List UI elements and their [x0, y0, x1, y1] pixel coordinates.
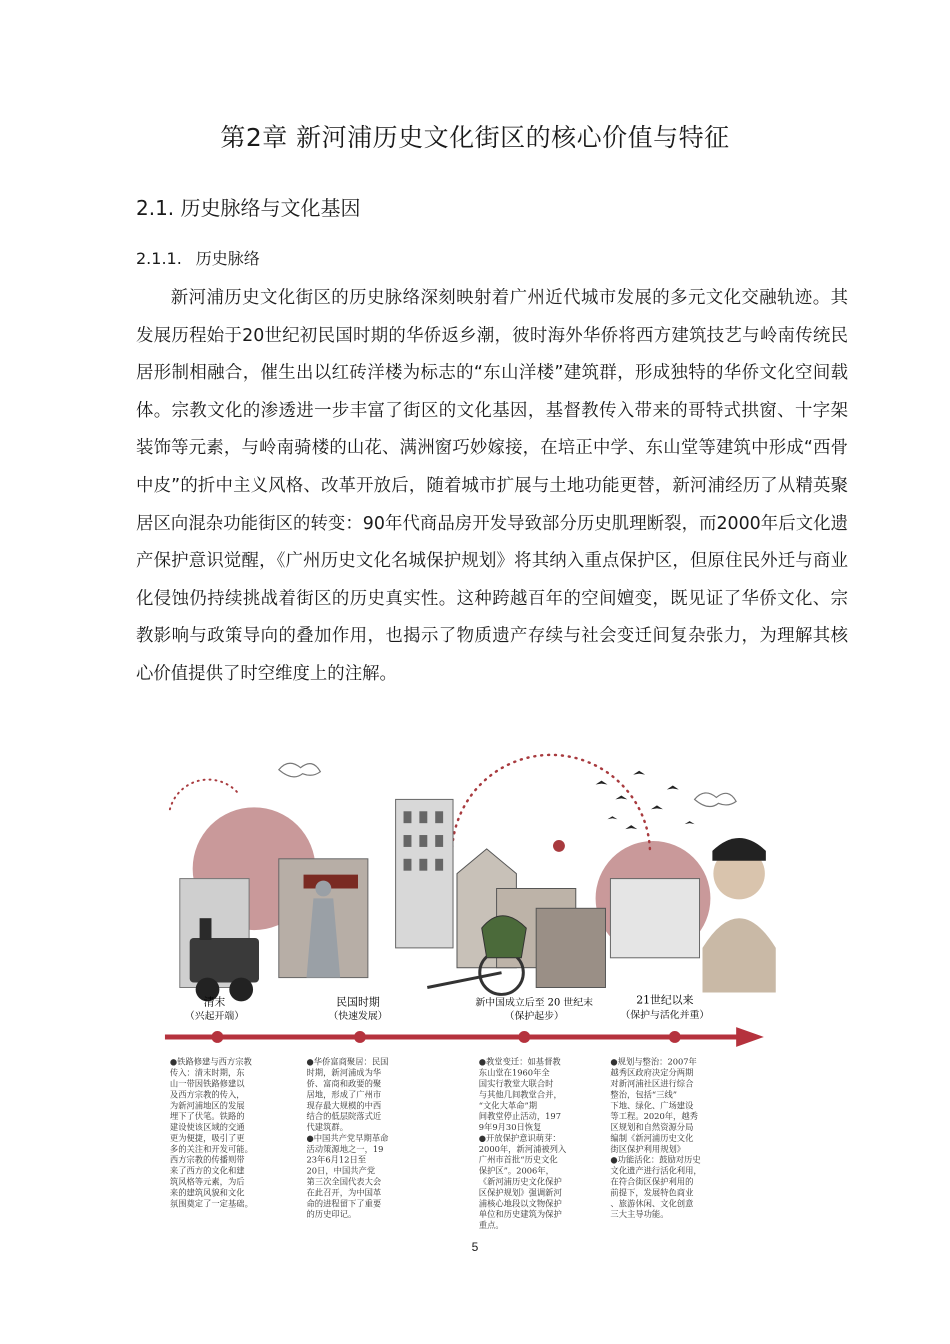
- svg-text:间教堂停止活动，197: 间教堂停止活动，197: [478, 1111, 561, 1122]
- history-timeline-figure: [160, 740, 790, 1231]
- svg-text:与其他几间教堂合并，: 与其他几间教堂合并，: [478, 1089, 562, 1100]
- svg-text:西方宗教的传播则带: 西方宗教的传播则带: [169, 1154, 245, 1165]
- svg-text:2000年，新河浦被列入: 2000年，新河浦被列入: [478, 1143, 567, 1154]
- svg-text:、旅游休闲、文化创意: 、旅游休闲、文化创意: [610, 1198, 694, 1209]
- svg-text:结合的低层院落式近: 结合的低层院落式近: [306, 1111, 382, 1122]
- chapter-title: 第2章 新河浦历史文化街区的核心价值与特征: [220, 123, 730, 152]
- svg-text:浦核心地段以文物保护: 浦核心地段以文物保护: [478, 1198, 562, 1209]
- era-qing-subtitle: （兴起开端）: [184, 1011, 245, 1023]
- svg-text:活动策源地之一，19: 活动策源地之一，19: [306, 1143, 384, 1154]
- era-prc-subtitle: （保护起步）: [504, 1011, 564, 1023]
- svg-text:文化遗产进行活化利用，: 文化遗产进行活化利用，: [610, 1165, 702, 1176]
- svg-text:在此召开，为中国革: 在此召开，为中国革: [306, 1187, 382, 1198]
- body-paragraph: 新河浦历史文化街区的历史脉络深刻映射着广州近代城市发展的多元文化交融轨迹。其发展历程始于20世纪初民国时期的华侨返乡潮，彼时海外华侨将西方建筑技艺与岭南传统民居形制相融合，催生出以红砖洋楼为标志的“东山洋楼”建筑群，形成独特的华侨文化空间载体。宗教文化的渗透进一步丰富了街区的文化基因，基督教传入带来的哥特式拱窗、十字架装饰等元素，与岭南骑楼的山花、满洲窗巧妙嫁接，在培正中学、东山堂等建筑中形成“西骨中皮”的折中主义风格、改革开放后，随着城市扩展与土地功能更替，新河浦经历了从精英聚居区向混杂功能街区的转变：90年代商品房开发导致部分历史肌理断裂，而2000年后文化遗产保护意识觉醒，《广州历史文化名城保护规划》将其纳入重点保护区，但原住民外迁与商业化侵蚀仍持续挑战着街区的历史真实性。这种跨越百年的空间嬗变，既见证了华侨文化、宗教影响与政策导向的叠加作用，也揭示了物质遗产存续与社会变迁间复杂张力，为理解其核心价值提供了时空维度上的注解。: [136, 288, 848, 684]
- svg-text:●华侨富商聚居：民国: ●华侨富商聚居：民国: [306, 1056, 389, 1067]
- svg-text:单位和历史建筑为保护: 单位和历史建筑为保护: [478, 1209, 562, 1220]
- notes-prc: [479, 1057, 567, 1230]
- svg-text:越秀区政府决定分两期: 越秀区政府决定分两期: [610, 1067, 694, 1078]
- svg-text:更为便捷，吸引了更: 更为便捷，吸引了更: [169, 1132, 245, 1143]
- svg-text:街区保护利用规划》: 街区保护利用规划》: [610, 1143, 686, 1154]
- svg-text:居地，形成了广州市: 居地，形成了广州市: [306, 1089, 382, 1100]
- svg-text:在符合街区保护利用的: 在符合街区保护利用的: [610, 1176, 694, 1187]
- notes-republic: [307, 1057, 390, 1219]
- villa-building: [536, 908, 605, 987]
- section-title: 2.1. 历史脉络与文化基因: [136, 196, 361, 220]
- museum-building: [610, 879, 699, 958]
- svg-text:广州市首批“历史文化: 广州市首批“历史文化: [478, 1154, 558, 1165]
- dotted-arc-small: [170, 780, 239, 810]
- svg-text:20日，中国共产党: 20日，中国共产党: [306, 1165, 376, 1176]
- svg-text:来的建筑风貌和文化: 来的建筑风貌和文化: [169, 1187, 245, 1198]
- svg-text:现存最大规模的中西: 现存最大规模的中西: [306, 1100, 382, 1111]
- svg-text:●功能活化：鼓励对历史: ●功能活化：鼓励对历史: [610, 1154, 701, 1165]
- timeline-arrow-head: [736, 1027, 764, 1047]
- svg-text:国实行教堂大联合时: 国实行教堂大联合时: [478, 1078, 554, 1089]
- svg-text:保护区”。2006年，: 保护区”。2006年，: [478, 1165, 554, 1176]
- svg-text:重点。: 重点。: [478, 1220, 504, 1231]
- svg-text:代建筑群。: 代建筑群。: [306, 1122, 349, 1133]
- svg-text:侨、富商和政要的聚: 侨、富商和政要的聚: [306, 1078, 382, 1089]
- svg-text:前提下，发展特色商业: 前提下，发展特色商业: [610, 1187, 694, 1198]
- svg-text:东山堂在1960年全: 东山堂在1960年全: [478, 1067, 550, 1078]
- era-prc-title: 新中国成立后至 20 世纪末: [475, 997, 594, 1009]
- svg-text:整治，包括“三线”: 整治，包括“三线”: [610, 1089, 677, 1100]
- svg-text:●中国共产党早期革命: ●中国共产党早期革命: [306, 1132, 389, 1143]
- svg-text:筑风格等元素，为后: 筑风格等元素，为后: [169, 1176, 245, 1187]
- notes-qing: [170, 1057, 253, 1209]
- svg-text:“文化大革命”期: “文化大革命”期: [478, 1100, 538, 1111]
- svg-text:对新河浦社区进行综合: 对新河浦社区进行综合: [610, 1078, 694, 1089]
- svg-text:9年9月30日恢复: 9年9月30日恢复: [478, 1122, 542, 1133]
- portrait-icon: [702, 838, 775, 992]
- svg-text:建设使该区域的交通: 建设使该区域的交通: [169, 1122, 245, 1133]
- subsection-label: 历史脉络: [195, 249, 260, 268]
- era-republic-title: 民国时期: [336, 995, 380, 1009]
- timeline-collage-svg: [160, 740, 784, 1234]
- svg-text:来了西方的文化和建: 来了西方的文化和建: [169, 1165, 245, 1176]
- svg-text:●开放保护意识萌芽：: ●开放保护意识萌芽：: [478, 1132, 561, 1143]
- svg-text:及西方宗教的传入，: 及西方宗教的传入，: [169, 1089, 245, 1100]
- era-republic-subtitle: （快速发展）: [328, 1011, 388, 1023]
- svg-text:的历史印记。: 的历史印记。: [306, 1209, 357, 1220]
- dotted-arc: [452, 755, 650, 854]
- page-number: 5: [471, 1240, 479, 1254]
- era-21c-subtitle: （保护与活化并重）: [620, 1010, 710, 1022]
- svg-text:命的进程留下了重要: 命的进程留下了重要: [306, 1198, 382, 1209]
- svg-text:山一带因铁路修建以: 山一带因铁路修建以: [169, 1078, 245, 1089]
- svg-text:●铁路修建与西方宗教: ●铁路修建与西方宗教: [169, 1056, 252, 1067]
- subsection-number: 2.1.1.: [136, 249, 182, 268]
- svg-text:等工程。2020年，越秀: 等工程。2020年，越秀: [610, 1111, 698, 1122]
- arc-dot: [553, 840, 565, 852]
- svg-text:三大主导功能。: 三大主导功能。: [610, 1209, 669, 1220]
- svg-text:23年6月12日至: 23年6月12日至: [306, 1154, 367, 1165]
- svg-text:●教堂变迁：如基督教: ●教堂变迁：如基督教: [478, 1056, 561, 1067]
- svg-text:《新河浦历史文化保护: 《新河浦历史文化保护: [478, 1176, 562, 1187]
- svg-text:传入：清末时期，东: 传入：清末时期，东: [169, 1067, 245, 1078]
- subsection-title: [136, 246, 260, 269]
- svg-text:区保护规划》强调新河: 区保护规划》强调新河: [478, 1187, 562, 1198]
- svg-text:为新河浦地区的发展: 为新河浦地区的发展: [169, 1100, 245, 1111]
- svg-text:埋下了伏笔。铁路的: 埋下了伏笔。铁路的: [169, 1111, 245, 1122]
- notes-21c: [610, 1057, 701, 1219]
- svg-text:编制《新河浦历史文化: 编制《新河浦历史文化: [610, 1132, 694, 1143]
- svg-text:区规划和自然资源分局: 区规划和自然资源分局: [610, 1122, 694, 1133]
- svg-text:下地、绿化、广场建设: 下地、绿化、广场建设: [610, 1100, 694, 1111]
- era-21c-title: 21世纪以来: [636, 993, 694, 1007]
- svg-text:第三次全国代表大会: 第三次全国代表大会: [306, 1176, 382, 1187]
- svg-text:●规划与整治：2007年: ●规划与整治：2007年: [610, 1056, 697, 1067]
- svg-text:氛围奠定了一定基础。: 氛围奠定了一定基础。: [169, 1198, 253, 1209]
- cloud-swirl-icon: [279, 763, 736, 806]
- svg-text:时期，新河浦成为华: 时期，新河浦成为华: [306, 1067, 382, 1078]
- svg-text:多的关注和开发可能。: 多的关注和开发可能。: [169, 1143, 253, 1154]
- era-qing-title: 清末: [203, 995, 226, 1009]
